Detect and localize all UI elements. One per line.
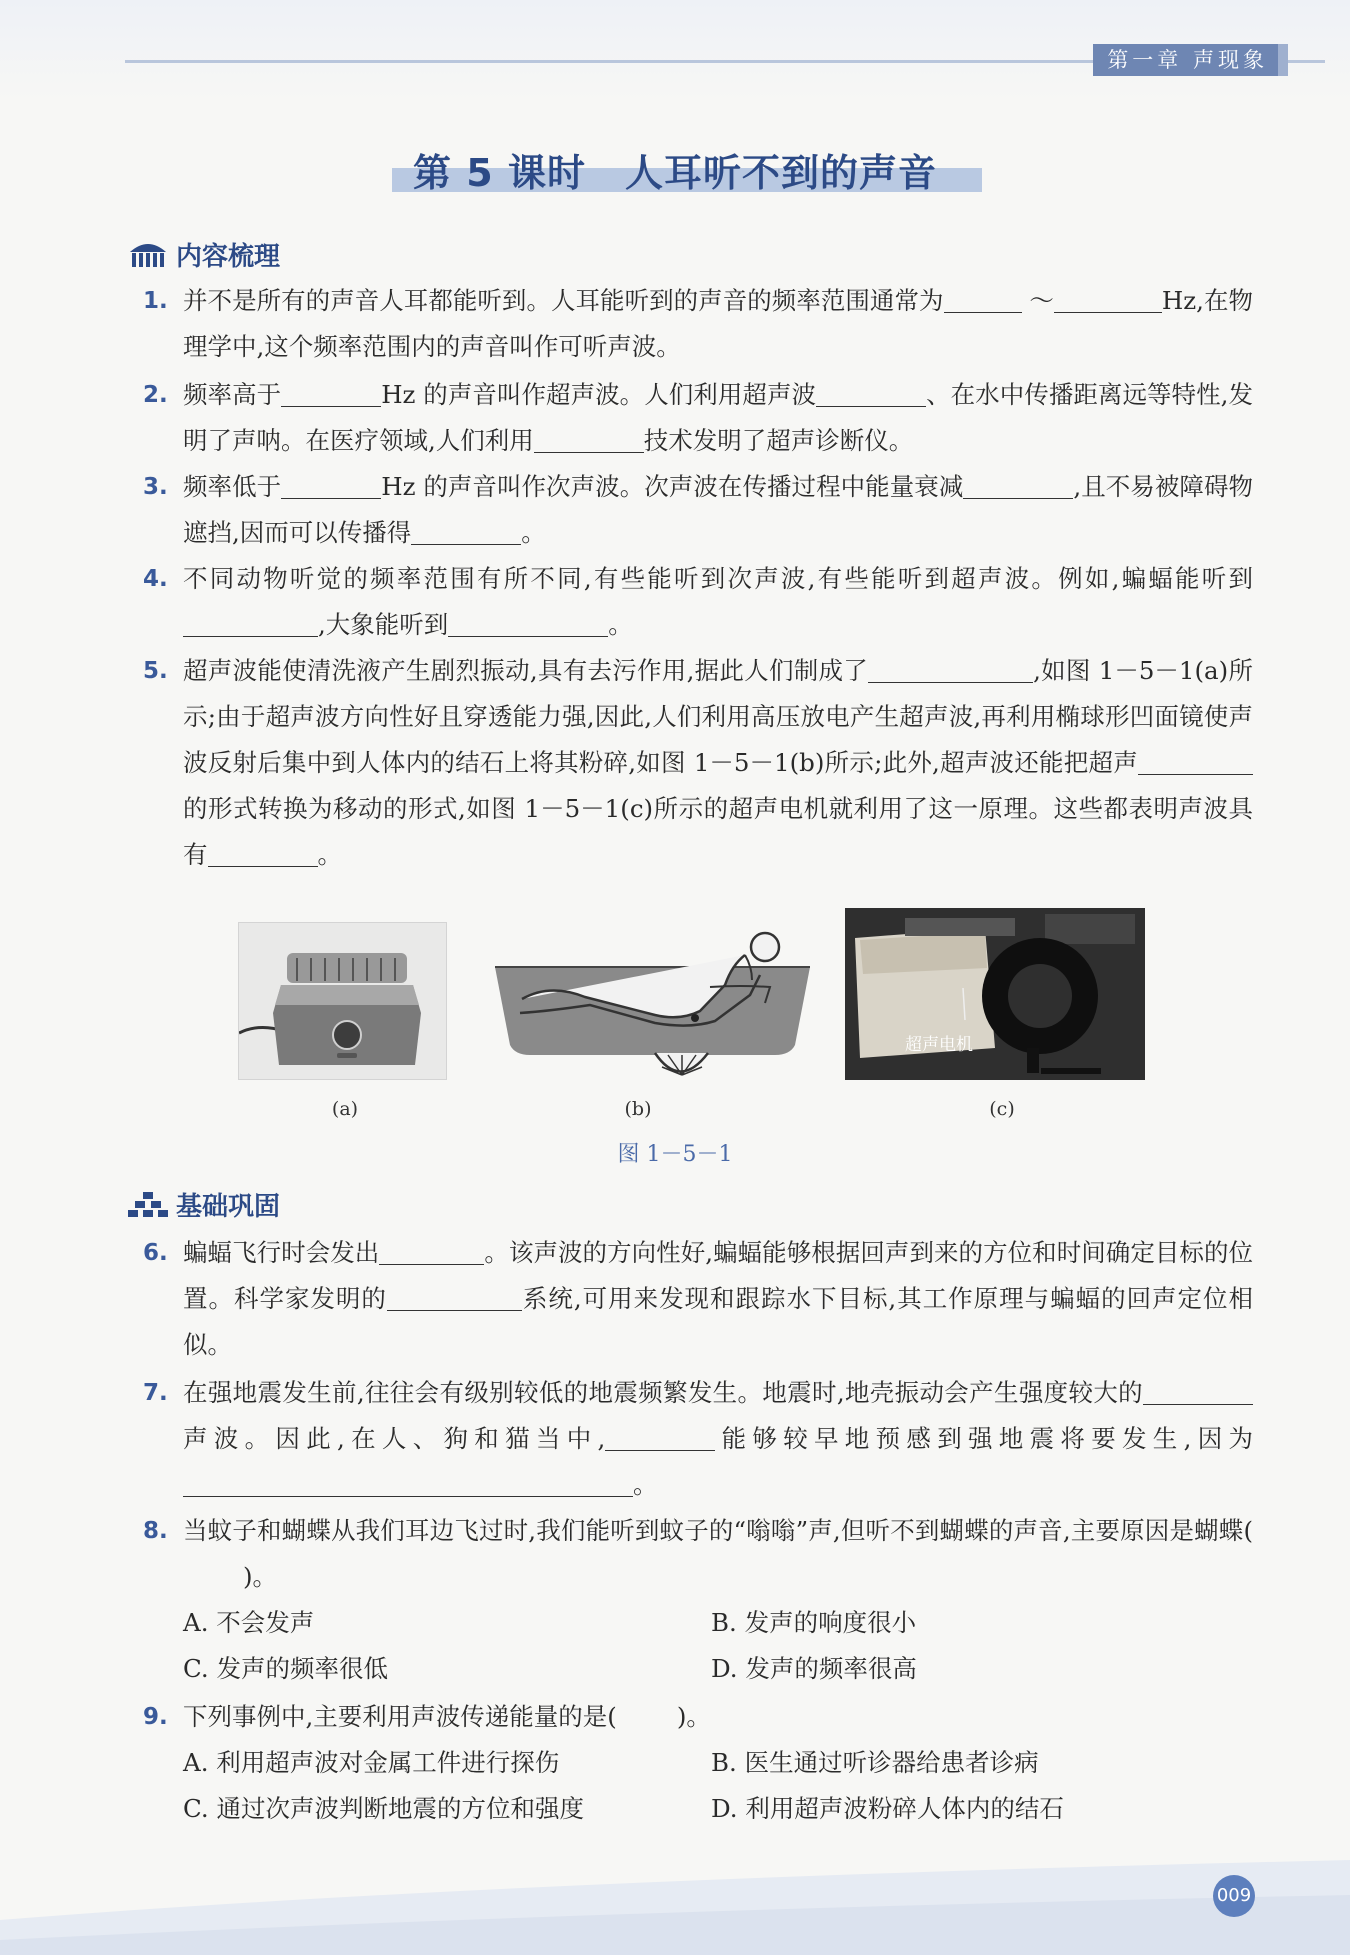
question-5: 5. 超声波能使清洗液产生剧烈振动,具有去污作用,据此人们制成了 ,如图 1－5－1(a)所示;由于超声波方向性好且穿透能力强,因此,人们利用高压放电产生超声波,再利用椭球形凹面镜使声波反射后集中到人体内的结石上将其粉碎,如图 1－5－1(b)所示;此外,超声波还能把超声的形式转换为移动的形式,如图 1－5－1(c)所示的超声电机就利用了这一原理。这些都表明声波具有 。 bbox=[143, 656, 1254, 869]
answer-blank[interactable] bbox=[281, 470, 381, 499]
footer-wave bbox=[0, 1840, 1350, 1955]
question-7: 7. 在强地震发生前,往往会有级别较低的地震频繁发生。地震时,地壳振动会产生强度较大的声波。因此,在人、狗和猫当中, 能够较早地预感到强地震将要发生,因为。 bbox=[143, 1378, 1253, 1499]
option-b[interactable]: B. 发声的响度很小 bbox=[711, 1608, 917, 1637]
answer-blank[interactable] bbox=[448, 608, 608, 637]
answer-blank[interactable] bbox=[944, 284, 1022, 313]
section-head-content bbox=[128, 236, 280, 273]
figure-ultrasonic-cleaner bbox=[238, 922, 447, 1080]
answer-blank[interactable] bbox=[281, 378, 381, 407]
option-b[interactable]: B. 医生通过听诊器给患者诊病 bbox=[711, 1748, 1039, 1777]
options-q9 bbox=[183, 1740, 1253, 1832]
answer-blank[interactable] bbox=[411, 516, 521, 545]
option-c[interactable]: C. 发声的频率很低 bbox=[183, 1654, 388, 1683]
motor-label: 超声电机 bbox=[905, 1035, 973, 1055]
chapter-tag: 第一章 声现象 bbox=[1093, 44, 1278, 76]
cleaner-illustration bbox=[239, 923, 446, 1079]
answer-blank[interactable] bbox=[605, 1422, 715, 1451]
section-title: 基础巩固 bbox=[176, 1192, 281, 1222]
question-8: 8. 当蚊子和蝴蝶从我们耳边飞过时,我们能听到蚊子的“嗡嗡”声,但听不到蝴蝶的声音,主要原因是蝴蝶()。 A. 不会发声 B. 发声的响度很小 C. 发声的频率很低 D. 发声的频率很高 bbox=[143, 1508, 1253, 1692]
blocks-icon bbox=[128, 1190, 168, 1220]
answer-blank[interactable] bbox=[816, 378, 926, 407]
question-9: 9. 下列事例中,主要利用声波传递能量的是( )。 A. 利用超声波对金属工件进行探伤 B. 医生通过听诊器给患者诊病 C. 通过次声波判断地震的方位和强度 D. 利用超声波粉碎人体内的结石 bbox=[143, 1694, 1253, 1832]
section-head-basics bbox=[128, 1186, 280, 1223]
lithotripsy-illustration bbox=[490, 925, 815, 1085]
answer-blank[interactable] bbox=[534, 424, 644, 453]
figure-caption-c: (c) bbox=[989, 1098, 1015, 1120]
answer-blank[interactable] bbox=[963, 470, 1073, 499]
page-title: 第 5 课时 人耳听不到的声音 bbox=[413, 151, 937, 195]
answer-blank[interactable] bbox=[387, 1282, 522, 1311]
columns-icon bbox=[128, 240, 168, 270]
answer-blank[interactable] bbox=[208, 838, 318, 867]
option-a[interactable]: A. 利用超声波对金属工件进行探伤 bbox=[183, 1748, 560, 1777]
figure-caption-b: (b) bbox=[624, 1098, 652, 1120]
answer-blank[interactable] bbox=[1054, 284, 1162, 313]
motor-illustration bbox=[845, 908, 1145, 1080]
option-a[interactable]: A. 不会发声 bbox=[183, 1608, 315, 1637]
answer-blank[interactable] bbox=[183, 1468, 633, 1497]
figure-ultrasonic-motor bbox=[845, 908, 1145, 1080]
answer-blank[interactable] bbox=[379, 1236, 484, 1265]
option-c[interactable]: C. 通过次声波判断地震的方位和强度 bbox=[183, 1794, 584, 1823]
options-q8 bbox=[183, 1600, 1253, 1692]
answer-blank[interactable] bbox=[868, 654, 1033, 683]
answer-blank[interactable] bbox=[183, 608, 318, 637]
question-1: 1. 并不是所有的声音人耳都能听到。人耳能听到的声音的频率范围通常为 ～ Hz,在物理学中,这个频率范围内的声音叫作可听声波。 bbox=[143, 286, 1254, 361]
option-d[interactable]: D. 发声的频率很高 bbox=[711, 1654, 917, 1683]
question-6: 6. 蝙蝠飞行时会发出 。该声波的方向性好,蝙蝠能够根据回声到来的方位和时间确定目标的位置。科学家发明的 系统,可用来发现和跟踪水下目标,其工作原理与蝙蝠的回声定位相似。 bbox=[143, 1238, 1254, 1359]
figure-lithotripsy bbox=[490, 925, 815, 1085]
page-number: 009 bbox=[1213, 1875, 1255, 1917]
question-4: 4. 不同动物听觉的频率范围有所不同,有些能听到次声波,有些能听到超声波。例如,蝙蝠能听到,大象能听到 。 bbox=[143, 564, 1253, 639]
option-d[interactable]: D. 利用超声波粉碎人体内的结石 bbox=[711, 1794, 1064, 1823]
figure-caption-a: (a) bbox=[331, 1098, 359, 1120]
question-3: 3. 频率低于 Hz 的声音叫作次声波。次声波在传播过程中能量衰减 ,且不易被障碍物遮挡,因而可以传播得 。 bbox=[143, 472, 1254, 547]
answer-blank[interactable] bbox=[1138, 746, 1253, 775]
figure-title: 图 1－5－1 bbox=[617, 1142, 733, 1167]
section-title: 内容梳理 bbox=[176, 242, 281, 272]
question-2: 2. 频率高于 Hz 的声音叫作超声波。人们利用超声波 、在水中传播距离远等特性,发明了声呐。在医疗领域,人们利用 技术发明了超声诊断仪。 bbox=[143, 380, 1253, 455]
answer-blank[interactable] bbox=[1143, 1376, 1253, 1405]
